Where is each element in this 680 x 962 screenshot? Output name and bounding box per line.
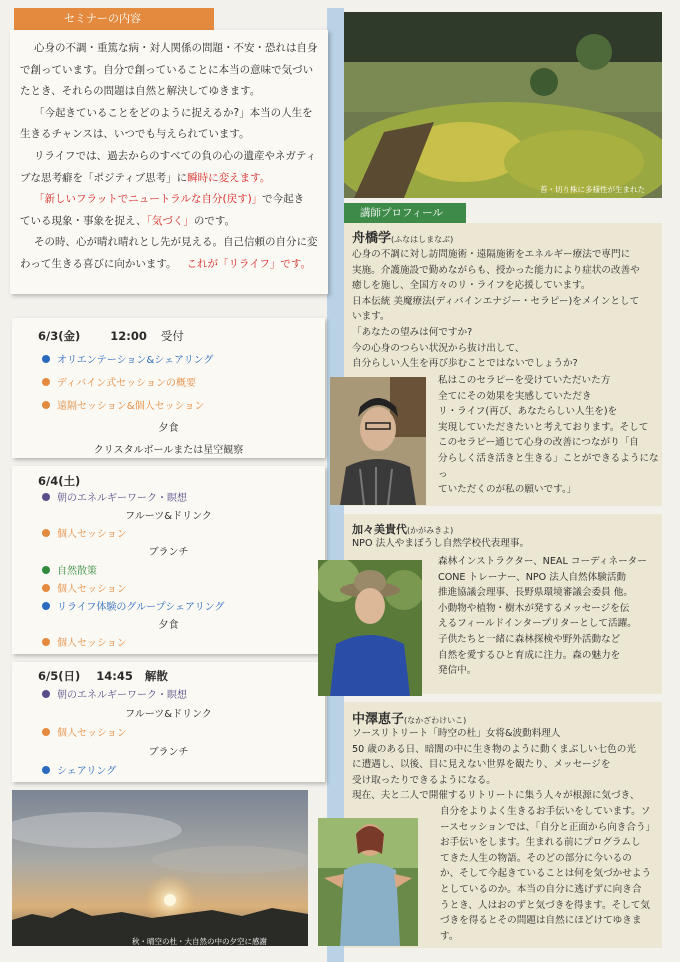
intro-text: ブな思考癖を「ポジティブ思考」に bbox=[20, 171, 188, 184]
intro-line: リライフでは、過去からのすべての負の心の遺産やネガティ bbox=[34, 149, 317, 162]
profile-name: 舟橋学 bbox=[352, 231, 392, 246]
intro-text-box bbox=[10, 30, 328, 294]
bio-line: このセラピー通じて心身の改善につながり「自 bbox=[438, 437, 639, 449]
day2-date: 6/4(土) bbox=[38, 474, 81, 488]
intro-highlight: これが「リライフ」です。 bbox=[186, 257, 312, 270]
bio-line: に遭遇し、以後、目に見えない世界を観たり、メッセージを bbox=[352, 759, 611, 771]
bullet-dot bbox=[42, 529, 50, 537]
schedule-item-label: 個人セッション bbox=[57, 728, 127, 739]
schedule-item-label: 朝のエネルギーワーク・瞑想 bbox=[57, 690, 187, 701]
bio-line: 推進協議会理事、長野県環境審議会委員 他。 bbox=[438, 587, 633, 599]
schedule-item-label: ディバイン式セッションの概要 bbox=[57, 378, 196, 389]
bullet-dot bbox=[42, 566, 50, 574]
day2-dinner: 夕食 bbox=[158, 620, 179, 631]
schedule-sub: フルーツ&ドリンク bbox=[125, 709, 212, 720]
bio-line: 私はこのセラピーを受けていただいた方 bbox=[438, 375, 611, 386]
schedule-item bbox=[42, 397, 204, 412]
schedule-item bbox=[42, 580, 127, 595]
schedule-item bbox=[42, 525, 127, 540]
bio-line: 小動物や植物・樹木が発するメッセージを伝 bbox=[438, 602, 630, 614]
intro-text: のです。 bbox=[193, 214, 236, 227]
bio-line: 自然を愛するひと育成に注力。森の魅力を bbox=[438, 649, 621, 661]
schedule-item-label: 個人セッション bbox=[57, 638, 127, 649]
intro-highlight: 瞬時に変えます。 bbox=[187, 171, 271, 184]
profile-reading: (ふなはしまなぶ) bbox=[391, 235, 454, 244]
bio-line: 子供たちと一緒に森林探検や野外活動など bbox=[438, 633, 621, 645]
profile-reading: (かがみきよ) bbox=[407, 526, 454, 535]
bio-line: CONE トレーナー、NPO 法人自然体験活動 bbox=[438, 571, 627, 583]
profile-label: 講師プロフィール bbox=[344, 203, 466, 223]
moss-caption: 苔・切り株に多様性が生まれた bbox=[540, 185, 645, 194]
profile-bio bbox=[352, 726, 660, 804]
bio-line: 全てにその効果を実感していただき bbox=[438, 390, 592, 402]
portrait-image bbox=[330, 377, 426, 505]
schedule-day1 bbox=[12, 318, 325, 458]
intro-line: たとき、それらの問題は自然と解決してゆきます。 bbox=[20, 85, 261, 98]
schedule-item bbox=[42, 351, 213, 366]
profile-reading: (なかざわけいこ) bbox=[404, 716, 467, 725]
day1-evening: クリスタルボールまたは星空観察 bbox=[93, 445, 244, 456]
bio-line: か、そして今起きていることは何を気づかせよう bbox=[440, 868, 652, 880]
schedule-item bbox=[42, 686, 187, 701]
schedule-item bbox=[42, 562, 97, 577]
intro-highlight: 「新しいフラットでニュートラルな自分(戻す)」 bbox=[34, 193, 263, 206]
bio-line: ていただくのが私の願いです。」 bbox=[438, 484, 577, 496]
schedule-day3 bbox=[12, 662, 325, 782]
bio-line: 森林インストラクター、NEAL コーディネーター bbox=[438, 556, 647, 567]
sunset-photo bbox=[12, 790, 308, 946]
bullet-dot bbox=[42, 766, 50, 774]
intro-text: で今起き bbox=[262, 193, 305, 206]
schedule-item bbox=[42, 724, 127, 739]
sunset-caption: 秋・晴空の杜・大自然の中の夕空に感謝 bbox=[132, 937, 267, 946]
bio-line: 今の心身のつらい状況から抜け出して、 bbox=[352, 342, 525, 354]
schedule-item-label: 朝のエネルギーワーク・瞑想 bbox=[57, 493, 187, 504]
profile-name: 加々美貴代 bbox=[352, 523, 407, 536]
bio-line: 日本伝統 美魔療法(ディバインエナジー・セラピー)をメインとして bbox=[352, 295, 640, 307]
portrait-nakazawa bbox=[318, 818, 418, 946]
day1-action: 受付 bbox=[160, 329, 184, 343]
schedule-item-label: リライフ体験のグループシェアリング bbox=[57, 602, 225, 613]
bio-line: NPO 法人やまぼうし自然学校代表理事。 bbox=[352, 538, 530, 549]
day1-date: 6/3(金) bbox=[38, 329, 81, 343]
bio-line: います。 bbox=[352, 311, 390, 323]
day1-header bbox=[38, 328, 184, 344]
intro-line bbox=[20, 189, 320, 211]
day1-time: 12:00 bbox=[110, 329, 147, 343]
bio-line: 現在、夫と二人で開催するリトリートに集う人々が根源に気づき、 bbox=[352, 790, 640, 802]
schedule-item-label: 自然散策 bbox=[57, 566, 97, 577]
bullet-dot bbox=[42, 638, 50, 646]
schedule-item-label: 個人セッション bbox=[57, 584, 127, 595]
intro-line: で創っています。自分で創っていることに本当の意味で気づい bbox=[20, 63, 314, 76]
intro-line: その時、心が晴れ晴れとし先が見える。自己信頼の自分に変 bbox=[34, 236, 318, 249]
schedule-sub: フルーツ&ドリンク bbox=[125, 511, 212, 522]
bio-line: 心身の不調に対し訪問施術・遠隔施術をエネルギー療法で専門に bbox=[352, 249, 631, 260]
moss-photo bbox=[344, 12, 662, 198]
bio-line: 自分をよりよく生きるお手伝いをしています。ソ bbox=[440, 806, 651, 817]
intro-text: ている現象・事象を捉え、 bbox=[20, 214, 147, 227]
schedule-item bbox=[42, 762, 116, 777]
portrait-image bbox=[318, 560, 422, 696]
bullet-dot bbox=[42, 355, 50, 363]
intro-highlight: 「気づく」 bbox=[146, 214, 194, 227]
portrait-kagami bbox=[318, 560, 422, 696]
moss-image bbox=[344, 12, 662, 198]
schedule-item bbox=[42, 598, 224, 613]
profile-name: 中澤恵子 bbox=[352, 712, 405, 727]
day3-lunch: ブランチ bbox=[148, 747, 189, 758]
day3-date: 6/5(日) bbox=[38, 669, 81, 683]
intro-line: 心身の不調・重篤な病・対人関係の問題・不安・恐れは自身 bbox=[34, 42, 318, 54]
schedule-item-label: シェアリング bbox=[57, 766, 117, 777]
profile-bio bbox=[352, 247, 660, 372]
schedule-item-label: オリエンテーション&シェアリング bbox=[57, 355, 214, 366]
schedule-day2 bbox=[12, 466, 325, 654]
bio-line: うとき、人はおのずと気づきを得ます。そして気 bbox=[440, 899, 650, 911]
day3-time: 14:45 bbox=[96, 669, 133, 683]
profile-bio-2 bbox=[440, 804, 660, 944]
schedule-item-label: 個人セッション bbox=[57, 529, 127, 540]
intro-line bbox=[20, 254, 320, 276]
intro-line bbox=[20, 168, 320, 190]
profile-bio-2 bbox=[438, 373, 660, 498]
bio-line: 自分らしい人生を再び歩むことではないでしょうか? bbox=[352, 358, 578, 370]
portrait-image bbox=[318, 818, 418, 946]
bullet-dot bbox=[42, 493, 50, 501]
bio-line: 50 歳のある日、暗闇の中に生き物のように動くまぶしい七色の光 bbox=[352, 743, 636, 755]
day3-action: 解散 bbox=[144, 669, 168, 683]
bio-line: づきを得るとその問題は自然にほどけてゆきま bbox=[440, 915, 642, 927]
schedule-item-label: 遠隔セッション&個人セッション bbox=[57, 401, 205, 412]
sunset-image bbox=[12, 790, 308, 946]
bullet-dot bbox=[42, 401, 50, 409]
schedule-item bbox=[42, 634, 127, 649]
intro-line bbox=[20, 211, 320, 233]
bio-line: 受け取ったりできるようになる。 bbox=[352, 774, 496, 786]
schedule-item bbox=[42, 374, 196, 389]
day1-dinner: 夕食 bbox=[158, 423, 179, 434]
day3-header bbox=[38, 668, 168, 684]
intro-line: 「今起きていることをどのように捉えるか?」本当の人生を bbox=[34, 106, 313, 119]
profile-name-row bbox=[352, 708, 466, 727]
intro-line: 生きるチャンスは、いつでも与えられています。 bbox=[20, 128, 250, 141]
bullet-dot bbox=[42, 584, 50, 592]
bio-line: えるフィールドインタープリターとして活躍。 bbox=[438, 618, 637, 630]
bio-line: てきた人生の物語。そのどの部分に今いるの bbox=[440, 852, 632, 864]
schedule-item bbox=[42, 489, 187, 504]
bio-line: す。 bbox=[440, 930, 459, 942]
bio-line: としているのか。本当の自分に逃げずに向き合 bbox=[440, 883, 642, 895]
bullet-dot bbox=[42, 690, 50, 698]
profile-bio bbox=[438, 554, 660, 679]
bio-line: ソースリトリート「時空の杜」女将&波動料理人 bbox=[352, 728, 561, 739]
intro-text: わって生きる喜びに向かいます。 bbox=[20, 257, 177, 270]
profile-name-row bbox=[352, 518, 453, 537]
portrait-funahashi bbox=[330, 377, 426, 505]
profile-name-row bbox=[352, 227, 453, 246]
bio-line: 発信中。 bbox=[438, 665, 477, 677]
bio-line: リ・ライフ(再び、あなたらしい人生を)を bbox=[438, 406, 618, 418]
bio-line: ースセッションでは、「自分と正面から向き合う」 bbox=[440, 821, 656, 833]
bio-line: 実現していただきたいと考えております。そして bbox=[438, 421, 649, 433]
day2-lunch: ブランチ bbox=[148, 547, 189, 558]
bio-line: お手伝いをします。生まれる前にプログラムし bbox=[440, 837, 641, 849]
section-tab: セミナーの内容 bbox=[14, 8, 214, 30]
bio-line: 分らしく活き活きと生きる」ことができるようになっ bbox=[438, 452, 659, 480]
bio-line: 実施。介護施設で勤めながらも、授かった能力により症状の改善や bbox=[352, 264, 640, 276]
bio-line: 「あなたの望みは何ですか? bbox=[352, 326, 473, 338]
bullet-dot bbox=[42, 378, 50, 386]
bio-line: 癒しを施し、全国方々のリ・ライフを応援しています。 bbox=[352, 280, 591, 292]
bullet-dot bbox=[42, 728, 50, 736]
bullet-dot bbox=[42, 602, 50, 610]
